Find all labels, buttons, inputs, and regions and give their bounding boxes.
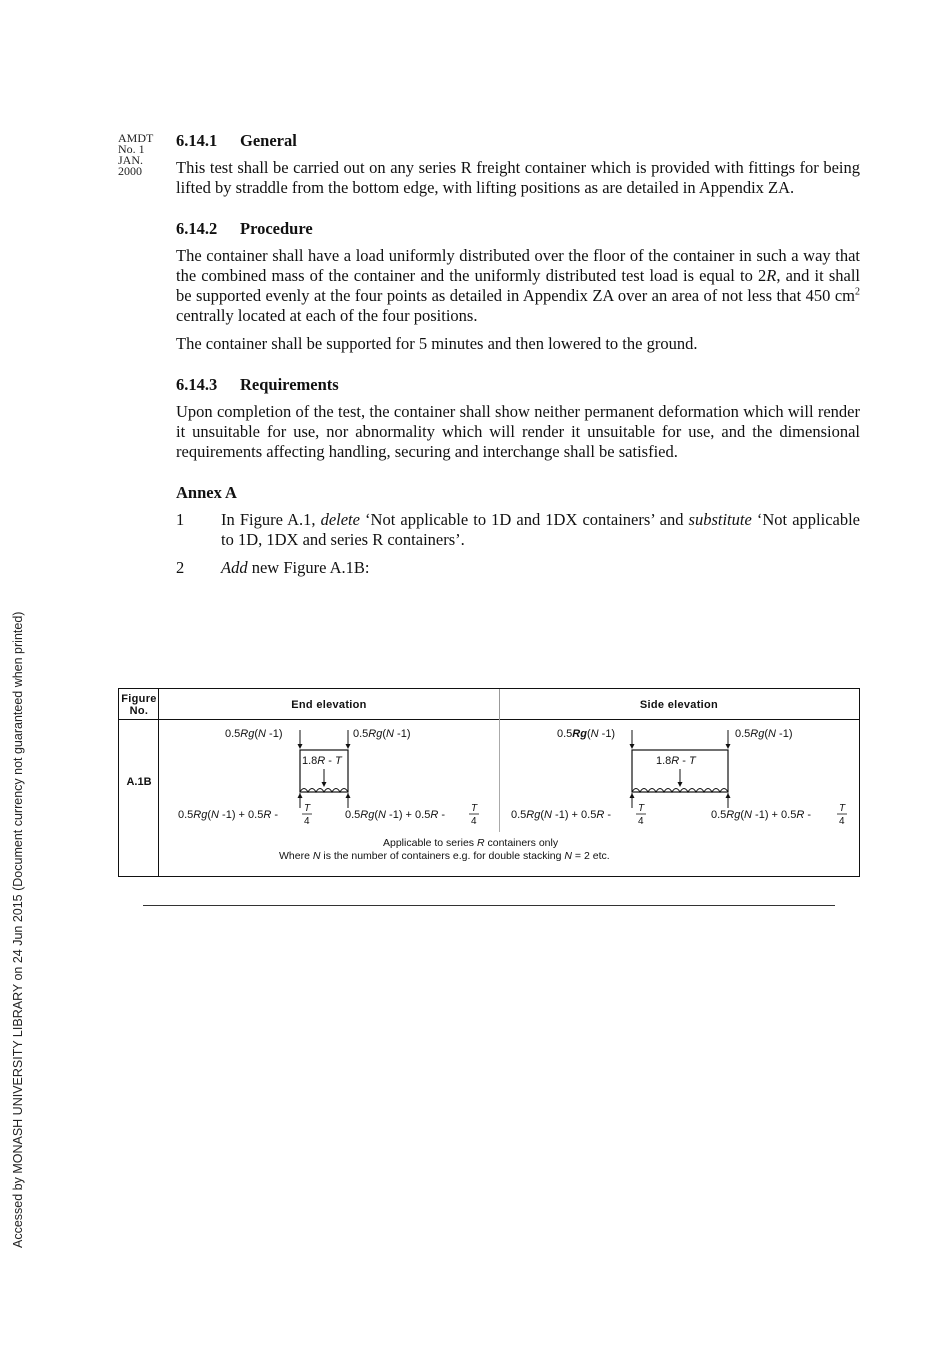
section-number: 6.14.2 — [176, 219, 218, 238]
fraction-denominator: 4 — [839, 816, 845, 827]
annex-item-2 — [176, 558, 860, 578]
access-side-note — [6, 598, 36, 1248]
arrowhead — [678, 782, 683, 787]
section-6-14-2-text — [176, 246, 860, 326]
side-box-label: 1.8R - T — [656, 755, 696, 767]
end-bottom-right-load: 0.5Rg(N -1) + 0.5R - — [345, 809, 445, 821]
text-run: new Figure A.1B: — [247, 558, 370, 577]
header-figure-label: Figure — [121, 692, 157, 705]
item-text — [221, 510, 860, 550]
arrowhead — [346, 744, 351, 749]
arrowhead — [630, 744, 635, 749]
arrowhead — [322, 782, 327, 787]
side-elevation-header: Side elevation — [639, 698, 719, 711]
side-top-left-load: 0.5Rg(N -1) — [557, 728, 616, 740]
text-run-italic: delete — [320, 510, 360, 529]
side-bottom-left-load: 0.5Rg(N -1) + 0.5R - — [511, 809, 611, 821]
annex-a-heading: Annex A — [176, 483, 237, 502]
figure-number: A.1B — [126, 776, 152, 788]
fraction-denominator: 4 — [471, 816, 477, 827]
header-no-label: No. — [129, 704, 149, 717]
end-top-left-load: 0.5Rg(N -1) — [225, 728, 283, 740]
figure-note-1: Applicable to series R containers only — [383, 837, 559, 849]
end-distributed-load — [300, 789, 348, 793]
text-run-italic: substitute — [688, 510, 752, 529]
section-6-14-1-heading — [176, 130, 860, 152]
item-number: 2 — [176, 558, 185, 577]
section-6-14-2-heading — [176, 218, 860, 240]
amendment-line-1: AMDT — [118, 131, 154, 145]
arrowhead — [346, 793, 351, 798]
arrowhead — [298, 744, 303, 749]
superscript: 2 — [855, 286, 860, 298]
item-number: 1 — [176, 510, 185, 529]
fraction-numerator: T — [839, 803, 846, 814]
annex-item-1 — [176, 510, 860, 550]
access-note-text: Accessed by MONASH UNIVERSITY LIBRARY on 24 Jun 2015 (Document currency not guaranteed when printed) — [11, 611, 25, 1248]
fraction-numerator: T — [471, 803, 478, 814]
fraction-denominator: 4 — [638, 816, 644, 827]
amendment-line-4: 2000 — [118, 164, 142, 178]
text-run-italic: Add — [221, 558, 248, 577]
side-bottom-right-load: 0.5Rg(N -1) + 0.5R - — [711, 809, 811, 821]
text-run: In Figure A.1, — [221, 510, 321, 529]
arrowhead — [726, 793, 731, 798]
amendment-line-3: JAN. — [118, 153, 144, 167]
section-number: 6.14.1 — [176, 131, 218, 150]
arrowhead — [630, 793, 635, 798]
section-title: Requirements — [240, 375, 339, 394]
text-run: The container shall have a load uniformly distributed over the floor of the container in such a way that the combined mass of the container and the uniformly distributed test load is equal to 2 — [176, 246, 860, 285]
end-box-label: 1.8R - T — [302, 755, 342, 767]
arrowhead — [726, 744, 731, 749]
text-run: , and it shall be supported evenly at the four points as detailed in Appendix ZA over an area of not less that 450 cm — [176, 266, 860, 305]
fraction-numerator: T — [304, 803, 311, 814]
text-run-italic: R — [766, 266, 777, 285]
section-6-14-3-text: Upon completion of the test, the container shall show neither permanent deformation which will render it unsuitable for use, nor abnormality which will render it unsuitable for use, and the dimensional requirements affecting handling, securing and interchange shall be satisfied. — [176, 402, 860, 461]
amendment-line-2: No. 1 — [118, 142, 145, 156]
side-top-right-load: 0.5Rg(N -1) — [735, 728, 793, 740]
elevation-diagrams — [159, 720, 859, 876]
fraction-numerator: T — [638, 803, 645, 814]
amendment-marker — [118, 133, 168, 177]
document-body — [176, 130, 860, 578]
arrowhead — [298, 793, 303, 798]
section-6-14-2-text-2: The container shall be supported for 5 minutes and then lowered to the ground. — [176, 334, 698, 353]
bottom-rule — [143, 905, 835, 906]
section-6-14-3-heading — [176, 374, 860, 396]
section-6-14-1-text: This test shall be carried out on any series R freight container which is provided with fittings for being lifted by straddle from the bottom edge, with lifting positions as are detailed in Appendix ZA. — [176, 158, 860, 197]
section-title: Procedure — [240, 219, 313, 238]
text-run: centrally located at each of the four positions. — [176, 306, 478, 325]
fraction-denominator: 4 — [304, 816, 310, 827]
end-bottom-left-load: 0.5Rg(N -1) + 0.5R - — [178, 809, 278, 821]
end-top-right-load: 0.5Rg(N -1) — [353, 728, 411, 740]
section-number: 6.14.3 — [176, 375, 218, 394]
figure-a1b-table — [118, 688, 860, 877]
text-run: ‘Not applicable to 1D and 1DX containers’ and — [359, 510, 689, 529]
item-text — [221, 558, 860, 578]
figure-note-2: Where N is the number of containers e.g. for double stacking N = 2 etc. — [279, 850, 610, 862]
end-elevation-header: End elevation — [291, 698, 367, 711]
text-run: ‘Not applicable to 1D, 1DX and series R containers’. — [221, 510, 860, 549]
figure-no-header — [119, 689, 159, 720]
section-title: General — [240, 131, 297, 150]
